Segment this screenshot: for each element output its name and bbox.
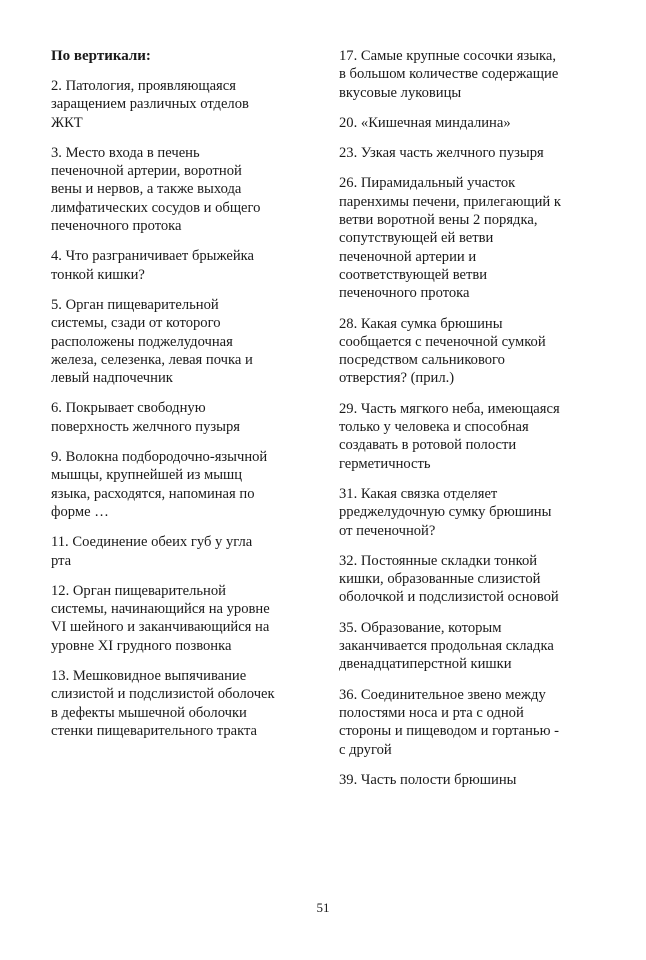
section-heading: По вертикали:	[51, 48, 151, 64]
clue-item: 2. Патология, проявляющаяся заращением различных отделов ЖКТ	[51, 78, 249, 131]
clue-item: 26. Пирамидальный участок паренхимы печени, прилегающий к ветви воротной вены 2 порядка, сопутствующей ей ветви печеночной артерии и соответствующей ветви печеночного протока	[339, 175, 561, 302]
clue-item: 35. Образование, которым заканчивается продольная складка двенадцатиперстной кишки	[339, 619, 554, 673]
clue-item: 13. Мешковидное выпячивание слизистой и подслизистой оболочек в дефекты мышечной оболочки стенки пищеварительного тракта	[51, 668, 275, 739]
clue-item: 11. Соединение обеих губ у угла рта	[51, 534, 253, 569]
right-column	[339, 47, 601, 801]
left-column	[51, 47, 313, 752]
clue-item: 17. Самые крупные сосочки языка, в большом количестве содержащие вкусовые луковицы	[339, 48, 559, 101]
clue-item: 28. Какая сумка брюшины сообщается с печеночной сумкой посредством сальникового отверстия? (прил.)	[339, 315, 546, 387]
clue-item: 3. Место входа в печень печеночной артерии, воротной вены и нервов, а также выхода лимфатических сосудов и общего печеночного протока	[51, 144, 261, 235]
clue-item: 20. «Кишечная миндалина»	[339, 114, 511, 131]
clue-item: 31. Какая связка отделяет pреджелудочную сумку брюшины от печеночной?	[339, 485, 552, 539]
clue-item: 32. Постоянные складки тонкой кишки, образованные слизистой оболочкой и подслизистой основой	[339, 552, 559, 606]
clue-item: 12. Орган пищеварительной системы, начинающийся на уровне VI шейного и заканчивающийся на уровне XI грудного позвонка	[51, 582, 270, 654]
clue-item: 4. Что разграничивает брыжейка тонкой кишки?	[51, 248, 255, 283]
clue-item: 5. Орган пищеварительной системы, сзади от которого расположены поджелудочная железа, селезенка, левая почка и левый надпочечник	[51, 296, 253, 387]
clue-item: 29. Часть мягкого неба, имеющаяся только у человека и способная создавать в ротовой полости герметичность	[339, 400, 560, 472]
clue-item: 39. Часть полости брюшины	[339, 771, 517, 788]
page-number: 51	[316, 900, 330, 915]
clue-item: 23. Узкая часть желчного пузыря	[339, 145, 544, 162]
clue-item: 36. Соединительное звено между полостями носа и рта с одной стороны и пищеводом и гортанью - с другой	[339, 686, 559, 758]
clue-item: 9. Волокна подбородочно-язычной мышцы, крупнейшей из мышц языка, расходятся, напоминая по форме …	[51, 449, 268, 520]
clue-item: 6. Покрывает свободную поверхность желчного пузыря	[51, 400, 240, 435]
